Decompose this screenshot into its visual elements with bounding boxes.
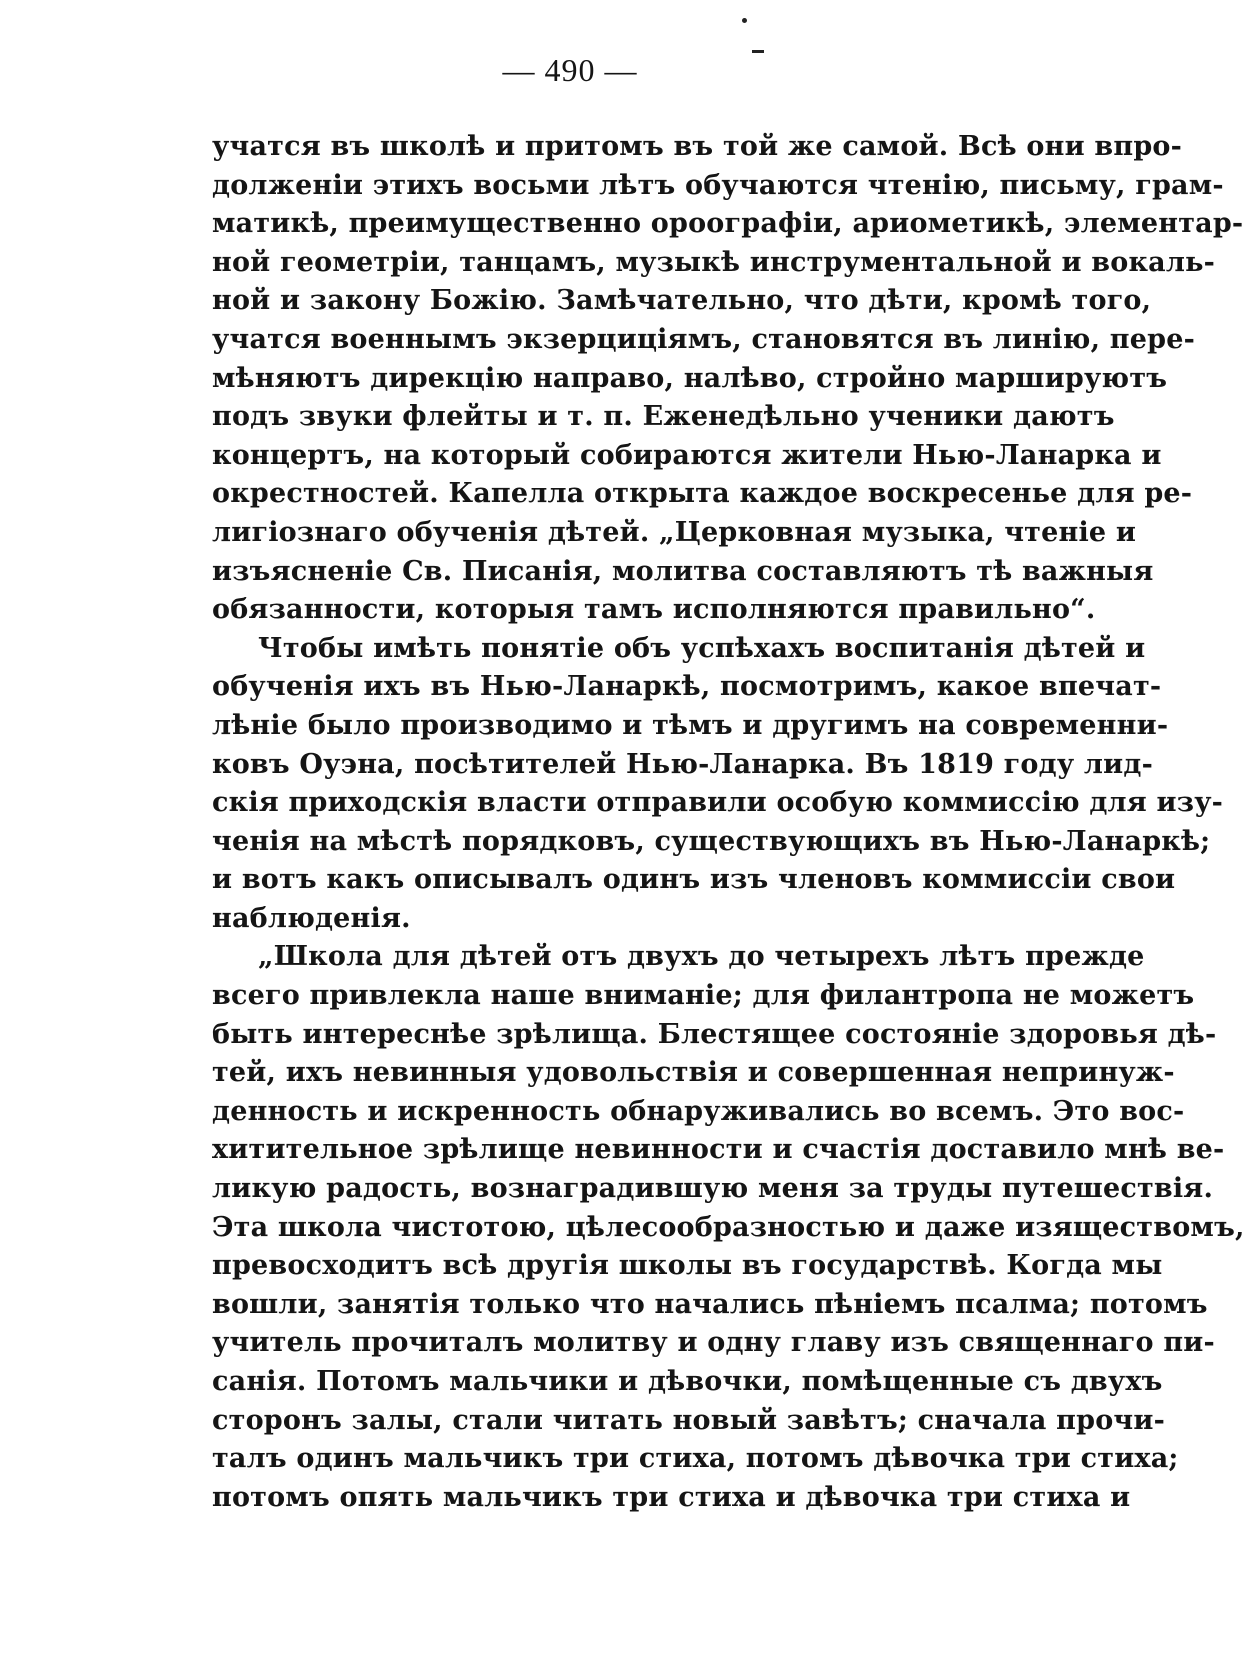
page-number: — 490 —: [502, 52, 638, 88]
text-line: обученія ихъ въ Нью-Ланаркѣ, посмотримъ, какое впечат-: [212, 671, 1162, 703]
text-line: ликую радость, вознаградившую меня за труды путешествія.: [212, 1173, 1214, 1205]
text-line: талъ одинъ мальчикъ три стиха, потомъ дѣвочка три стиха;: [212, 1443, 1179, 1475]
text-line: лигіознаго обученія дѣтей. „Церковная музыка, чтеніе и: [212, 516, 1137, 548]
text-line: изъясненіе Св. Писанія, молитва составляютъ тѣ важныя: [212, 555, 1154, 587]
text-line: ковъ Оуэна, посѣтителей Нью-Ланарка. Въ 1819 году лид-: [212, 748, 1153, 780]
text-line: концертъ, на который собираются жители Нью-Ланарка и: [212, 439, 1162, 471]
text-line: „Школа для дѣтей отъ двухъ до четырехъ лѣтъ прежде: [258, 941, 1145, 973]
text-line: ной и закону Божію. Замѣчательно, что дѣти, кромѣ того,: [212, 285, 1152, 317]
text-line: ченія на мѣстѣ порядковъ, существующихъ въ Нью-Ланаркѣ;: [212, 825, 1211, 857]
text-line: санія. Потомъ мальчики и дѣвочки, помѣщенные съ двухъ: [212, 1366, 1163, 1397]
text-line: учатся военнымъ экзерциціямъ, становятся въ линію, пере-: [212, 323, 1195, 355]
text-line: подъ звуки флейты и т. п. Еженедѣльно ученики даютъ: [212, 401, 1115, 433]
text-line: Чтобы имѣть понятіе объ успѣхахъ воспитанія дѣтей и: [258, 632, 1146, 664]
text-line: учитель прочиталъ молитву и одну главу изъ священнаго пи-: [212, 1327, 1215, 1359]
text-line: Эта школа чистотою, цѣлесообразностью и даже изяществомъ,: [212, 1211, 1245, 1243]
text-line: превосходитъ всѣ другія школы въ государствѣ. Когда мы: [212, 1250, 1163, 1282]
text-line: лѣніе было производимо и тѣмъ и другимъ на современни-: [212, 709, 1169, 741]
print-speck: [742, 18, 747, 23]
text-line: долженіи этихъ восьми лѣтъ обучаются чтенію, письму, грам-: [212, 169, 1224, 201]
text-line: наблюденія.: [212, 902, 411, 934]
text-line: обязанности, которыя тамъ исполняются правильно“.: [212, 594, 1096, 626]
text-line: потомъ опять мальчикъ три стиха и дѣвочка три стиха и: [212, 1481, 1131, 1513]
text-line: окрестностей. Капелла открыта каждое воскресенье для ре-: [212, 478, 1193, 510]
text-line: сторонъ залы, стали читать новый завѣтъ; сначала прочи-: [212, 1404, 1165, 1436]
text-line: хитительное зрѣлище невинности и счастія доставило мнѣ ве-: [212, 1134, 1225, 1166]
text-line: всего привлекла наше вниманіе; для филантропа не можетъ: [212, 980, 1195, 1012]
text-line: скія приходскія власти отправили особую коммиссію для изу-: [212, 787, 1224, 819]
text-line: мѣняютъ дирекцію направо, налѣво, стройно маршируютъ: [212, 362, 1168, 394]
text-line: денность и искренность обнаруживались во всемъ. Это вос-: [212, 1095, 1185, 1127]
body-text: [212, 128, 1245, 1517]
text-line: и вотъ какъ описывалъ одинъ изъ членовъ коммиссіи свои: [212, 864, 1176, 896]
text-line: тей, ихъ невинныя удовольствія и совершенная непринуж-: [212, 1057, 1175, 1089]
text-line: быть интереснѣе зрѣлища. Блестящее состояніе здоровья дѣ-: [212, 1018, 1217, 1050]
text-line: вошли, занятія только что начались пѣніемъ псалма; потомъ: [212, 1288, 1208, 1320]
text-line: матикѣ, преимущественно ороографіи, ариометикѣ, элементар-: [212, 208, 1244, 240]
text-line: ной геометріи, танцамъ, музыкѣ инструментальной и вокаль-: [212, 246, 1216, 278]
text-line: учатся въ школѣ и притомъ въ той же самой. Всѣ они впро-: [212, 131, 1183, 162]
